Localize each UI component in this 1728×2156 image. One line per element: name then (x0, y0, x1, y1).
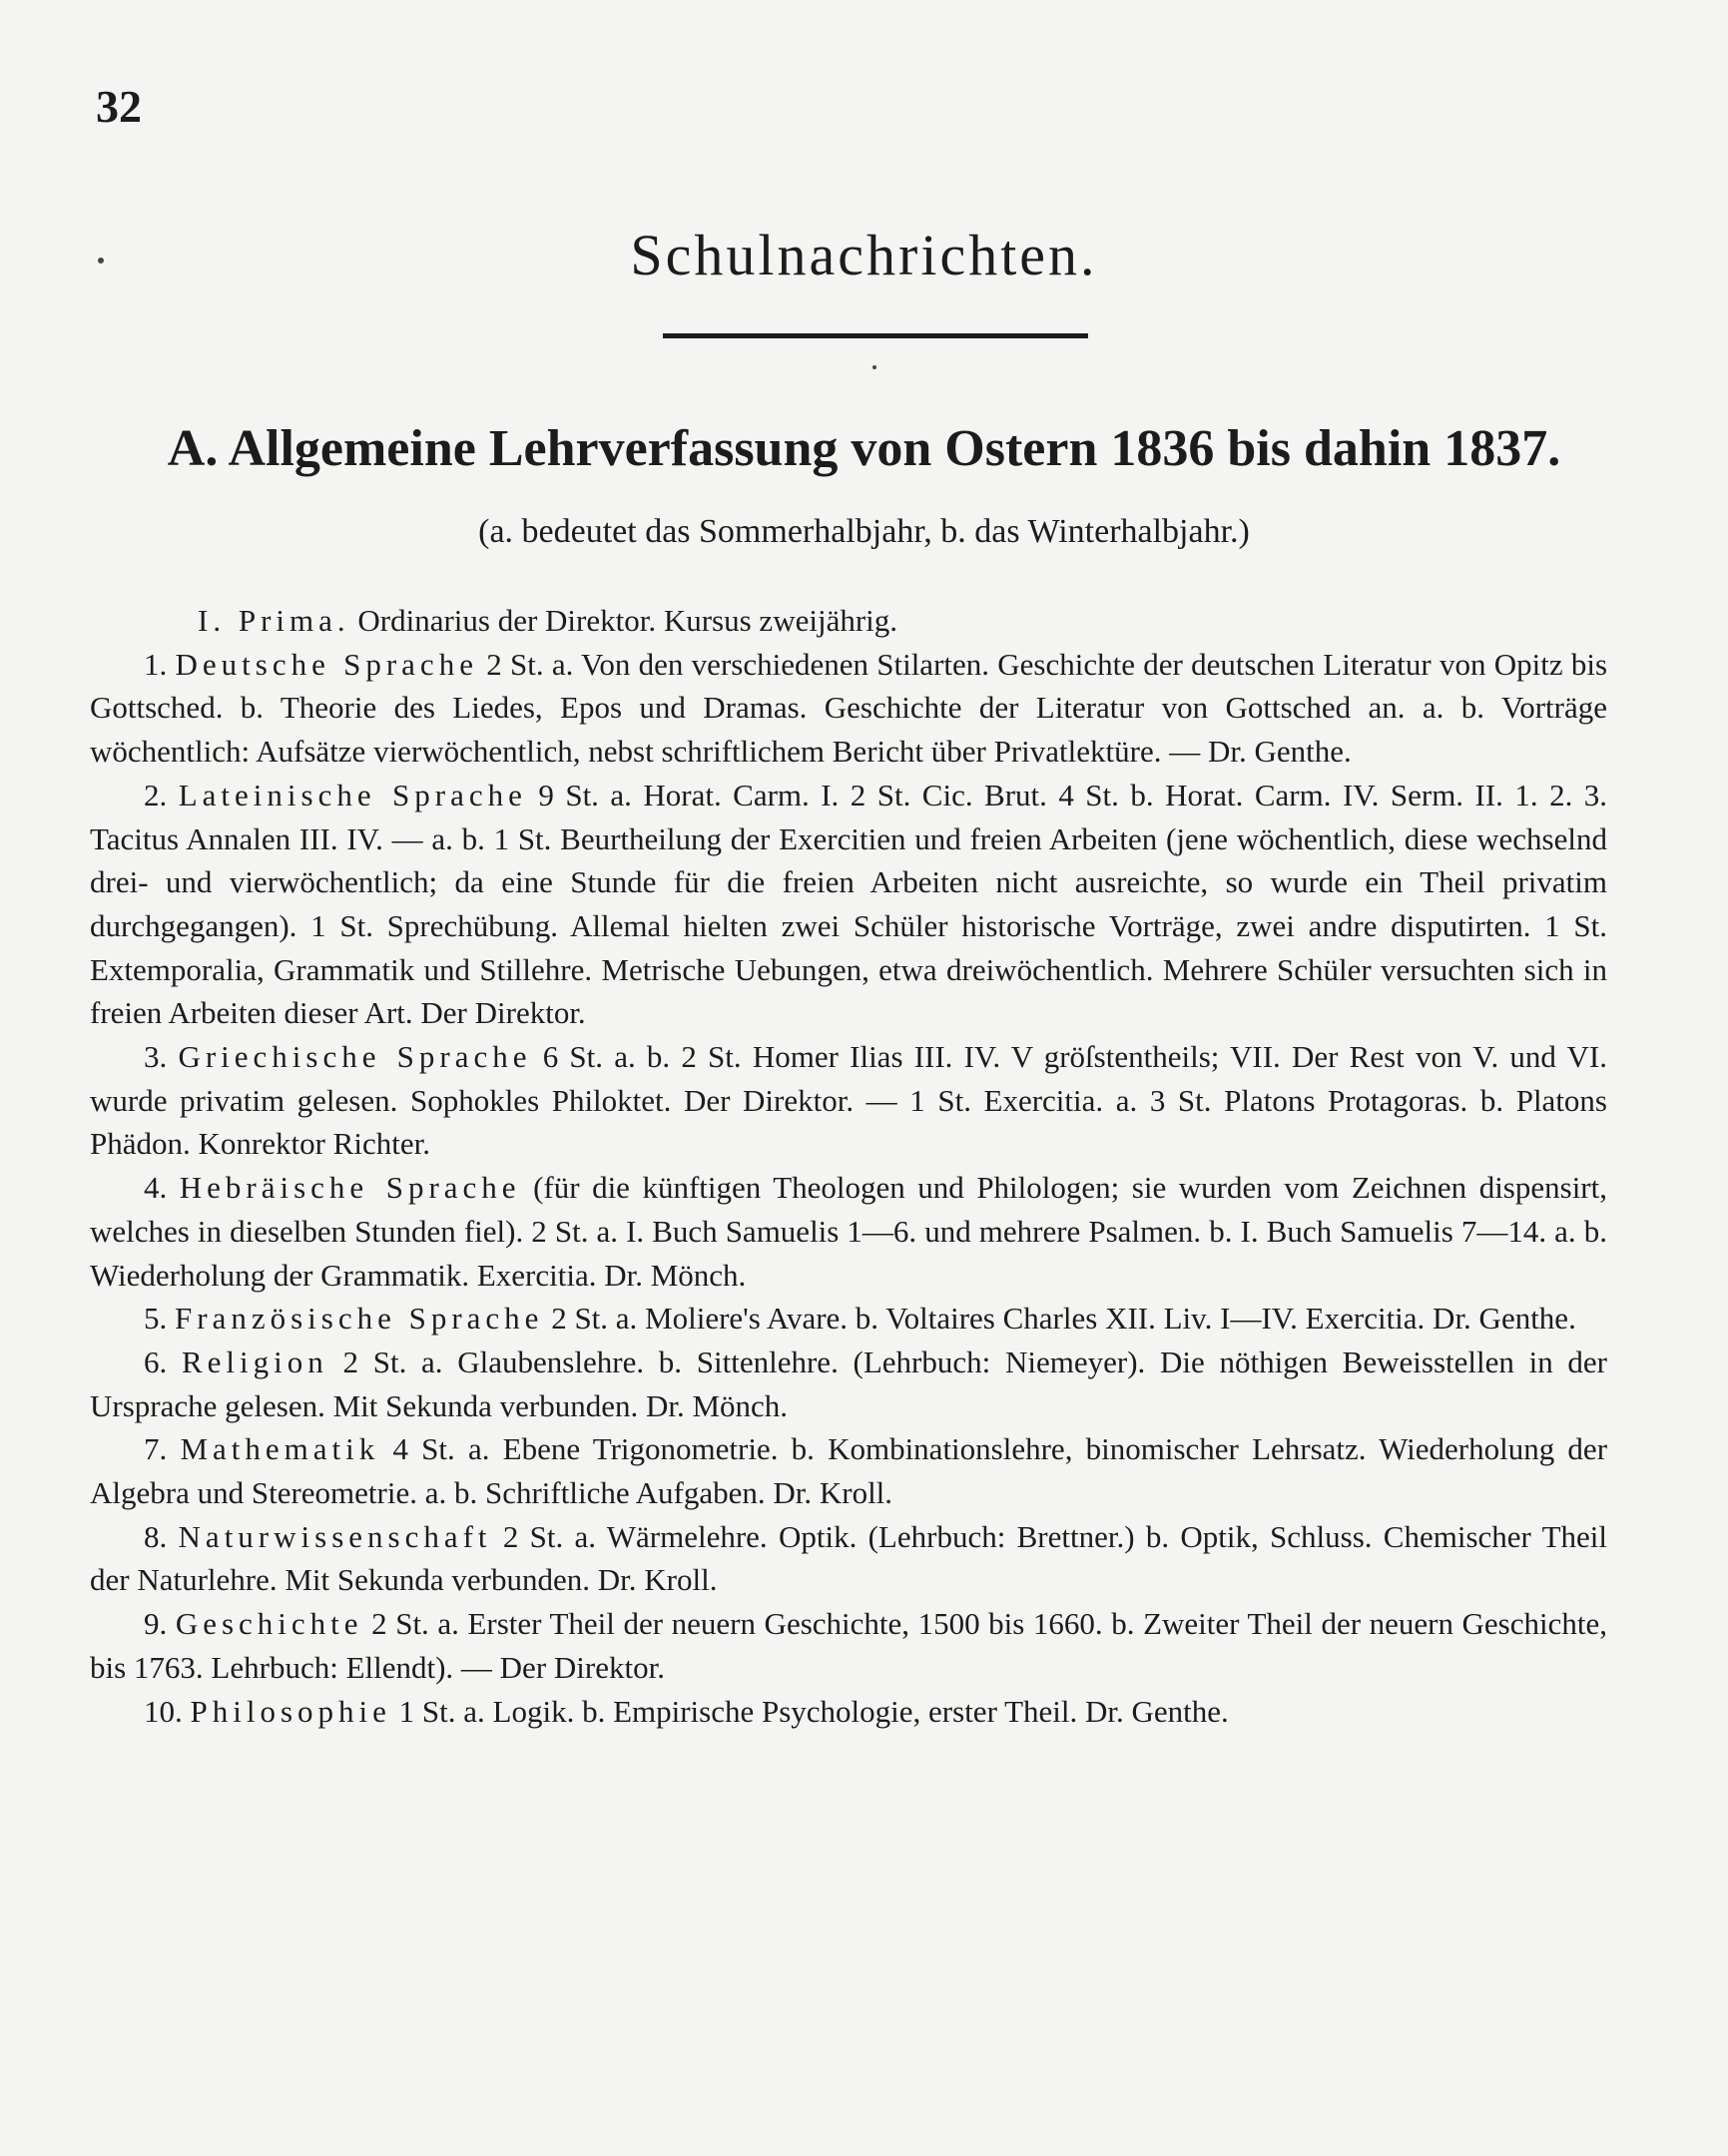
page-number: 32 (96, 81, 142, 132)
subject-paragraph (90, 1341, 1607, 1427)
subject-number: 2. (144, 777, 168, 812)
subject-number: 9. (144, 1606, 168, 1642)
subject-name: Französische Sprache (175, 1301, 544, 1337)
subject-text: 2 St. a. Wärmelehre. Optik. (Lehrbuch: Brettner.) b. Optik, Schluss. Chemischer Theil der Naturlehre. Mit Sekunda verbunden. Dr. Kroll. (90, 1518, 1608, 1598)
subject-text: 2 St. a. Moliere's Avare. b. Voltaires Charles XII. Liv. I—IV. Exercitia. Dr. Genthe. (551, 1301, 1576, 1337)
subject-number: 7. (144, 1431, 168, 1467)
subject-paragraph (90, 1166, 1607, 1297)
subject-text: 9 St. a. Horat. Carm. I. 2 St. Cic. Brut. 4 St. b. Horat. Carm. IV. Serm. II. 1. 2. 3. Tacitus Annalen III. IV. — a. b. 1 St. Beurtheilung der Exercitien und freien Arbeiten (jene wöchentlich, diese wechselnd drei- und vierwöchentlich; da eine Stunde für die freien Arbeiten nicht ausreichte, so wurde ein Theil privatim durchgegangen). 1 St. Sprechübung. Allemal hielten zwei Schüler historische Vorträge, zwei andre disputirten. 1 St. Extemporalia, Grammatik und Stillehre. Metrische Uebungen, etwa dreiwöchentlich. Mehrere Schüler versuchten sich in freien Arbeiten dieser Art. Der Direktor. (90, 777, 1608, 1031)
subject-name: Lateinische Sprache (178, 777, 527, 812)
subject-number: 5. (144, 1301, 168, 1337)
section-heading: A. Allgemeine Lehrverfassung von Ostern 1836 bis dahin 1837. (167, 420, 1561, 477)
subject-paragraph (90, 1690, 1607, 1734)
subject-name: Mathematik (180, 1431, 380, 1467)
subject-paragraph (90, 1427, 1607, 1514)
subject-number: 10. (144, 1693, 183, 1729)
semester-legend: (a. bedeutet das Sommerhalbjahr, b. das Winterhalbjahr.) (478, 513, 1250, 550)
subject-paragraph (90, 1602, 1607, 1689)
subject-name: Geschichte (175, 1606, 363, 1642)
subject-name: Deutsche Sprache (175, 646, 478, 682)
curriculum-body (90, 599, 1607, 1733)
subject-name: Griechische Sprache (178, 1039, 532, 1075)
subject-name: Naturwissenschaft (178, 1518, 492, 1554)
subject-number: 6. (144, 1344, 168, 1379)
page-title: Schulnachrichten. (630, 223, 1098, 287)
subject-paragraph (90, 1297, 1607, 1341)
ink-speck (872, 365, 876, 369)
subject-paragraph (90, 774, 1607, 1035)
subject-text: 2 St. a. Erster Theil der neuern Geschichte, 1500 bis 1660. b. Zweiter Theil der neuern Geschichte, bis 1763. Lehrbuch: Ellendt). — Der Direktor. (90, 1606, 1608, 1685)
subject-text: (für die künftigen Theologen und Philologen; sie wurden vom Zeichnen dispensirt, welches in dieselben Stunden fiel). 2 St. a. I. Buch Samuelis 1—6. und mehrere Psalmen. b. I. Buch Samuelis 7—14. a. b. Wiederholung der Grammatik. Exercitia. Dr. Mönch. (90, 1170, 1607, 1293)
subject-paragraph (90, 1515, 1607, 1602)
subject-number: 3. (144, 1039, 168, 1075)
class-line (90, 599, 1607, 643)
subject-paragraph (90, 1035, 1607, 1166)
subject-number: 1. (144, 646, 168, 682)
title-rule (663, 333, 1088, 338)
subject-text: 2 St. a. Glaubenslehre. b. Sittenlehre. (Lehrbuch: Niemeyer). Die nöthigen Beweisstellen in der Ursprache gelesen. Mit Sekunda verbunden. Dr. Mönch. (90, 1344, 1608, 1423)
subject-text: 6 St. a. b. 2 St. Homer Ilias III. IV. V gröſstentheils; VII. Der Rest von V. und VI. wurde privatim gelesen. Sophokles Philoktet. Der Direktor. — 1 St. Exercitia. a. 3 St. Platons Protagoras. b. Platons Phädon. Konrektor Richter. (90, 1039, 1608, 1162)
subject-number: 8. (144, 1518, 168, 1554)
subject-name: Religion (181, 1344, 328, 1379)
class-info: Ordinarius der Direktor. Kursus zweijährig. (357, 603, 898, 638)
class-label: I. Prima. (198, 603, 350, 638)
subject-number: 4. (144, 1170, 168, 1206)
subject-paragraph (90, 643, 1607, 774)
subject-text: 2 St. a. Von den verschiedenen Stilarten. Geschichte der deutschen Literatur von Opitz bis Gottsched. b. Theorie des Liedes, Epos und Dramas. Geschichte der Literatur von Gottsched an. a. b. Vorträge wöchentlich: Aufsätze vierwöchentlich, nebst schriftlichem Bericht über Privatlektüre. — Dr. Genthe. (90, 646, 1608, 770)
subject-name: Hebräische Sprache (179, 1170, 521, 1206)
subject-name: Philosophie (190, 1693, 391, 1729)
subject-text: 1 St. a. Logik. b. Empirische Psychologie, erster Theil. Dr. Genthe. (398, 1693, 1229, 1729)
subject-text: 4 St. a. Ebene Trigonometrie. b. Kombinationslehre, binomischer Lehrsatz. Wiederholung der Algebra und Stereometrie. a. b. Schriftliche Aufgaben. Dr. Kroll. (90, 1431, 1608, 1511)
